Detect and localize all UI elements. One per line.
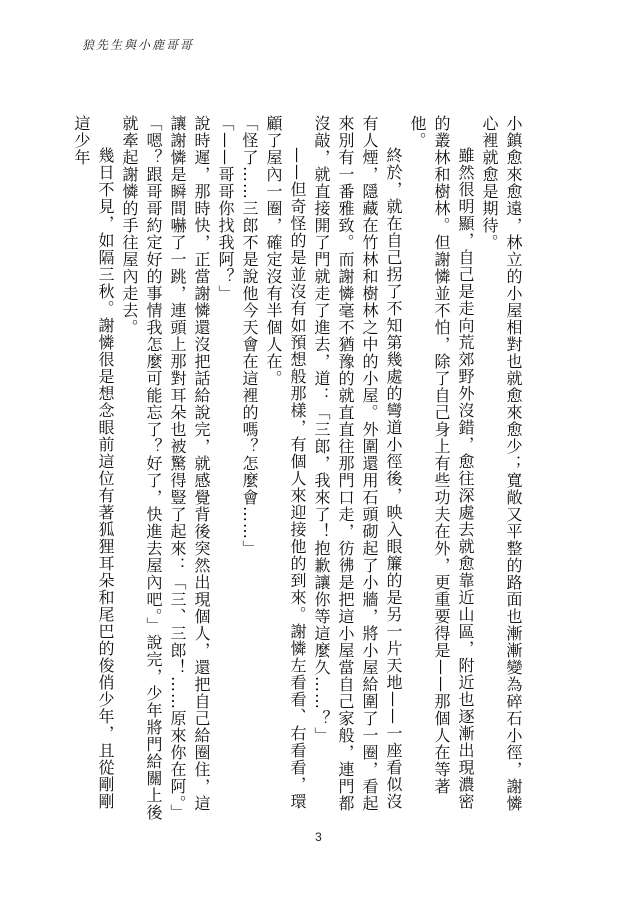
dialogue-line: 「——哥哥你找我阿？」: [216, 115, 235, 302]
paragraph: 小鎮愈來愈遠，林立的小屋相對也就愈來愈少；寬敞又平整的路面也漸漸變為碎石小徑，謝憐心裡就愈是期待。: [480, 115, 523, 812]
paragraph: 幾日不見，如隔三秋。謝憐很是想念眼前這位有著狐狸耳朵和尾巴的俊俏少年，且從剛剛這少年: [72, 115, 115, 810]
dialogue-line: 「嗯？跟哥哥約定好的事情我怎麼可能忘了？好了，快進去屋內吧。」說完，少年將門給關上後就牽起謝憐的手往屋內走去。: [120, 115, 163, 821]
paragraph: 說時遲，那時快，正當謝憐還沒把話給說完，就感覺背後突然出現個人，還把自己給圈住，這讓謝憐是瞬間嚇了一跳，連頭上那對耳朵也被驚得豎了起來：「三、三郎！……原來你在阿。」: [168, 115, 211, 821]
paragraph: 終於，就在自己拐了不知第幾處的彎道小徑後，映入眼簾的是另一片天地——一座看似沒有人煙，隱藏在竹林和樹林之中的小屋。外圍還用石頭砌起了小牆，將小屋給圍了一圈，看起來別有一番雅致。而謝憐毫不猶豫的就直直往那門口走，彷彿是把這小屋當自己家般，連門都沒敲，就直接開了門就走了進去，道：「三郎，我來了！抱歉讓你等這麼久……？」: [312, 115, 403, 812]
vertical-body-text: [65, 115, 525, 825]
page-number: 3: [315, 830, 322, 844]
dialogue-line: 「怪了……三郎不是說他今天會在這裡的嗎？怎麼會……」: [240, 115, 259, 557]
paragraph: ——但奇怪的是並沒有如預想般那樣，有個人來迎接他的到來。謝憐左看看、右看看，環顧了屋內一圈，確定沒有半個人在。: [264, 115, 307, 810]
running-header: 狼先生與小鹿哥哥: [82, 38, 195, 52]
paragraph: 雖然很明顯，自己是走向荒郊野外沒錯，愈往深處去就愈靠近山區，附近也逐漸出現濃密的叢林和樹林。但謝憐並不怕，除了自己身上有些功夫在外，更重要得是——那個人在等著他。: [408, 115, 475, 810]
